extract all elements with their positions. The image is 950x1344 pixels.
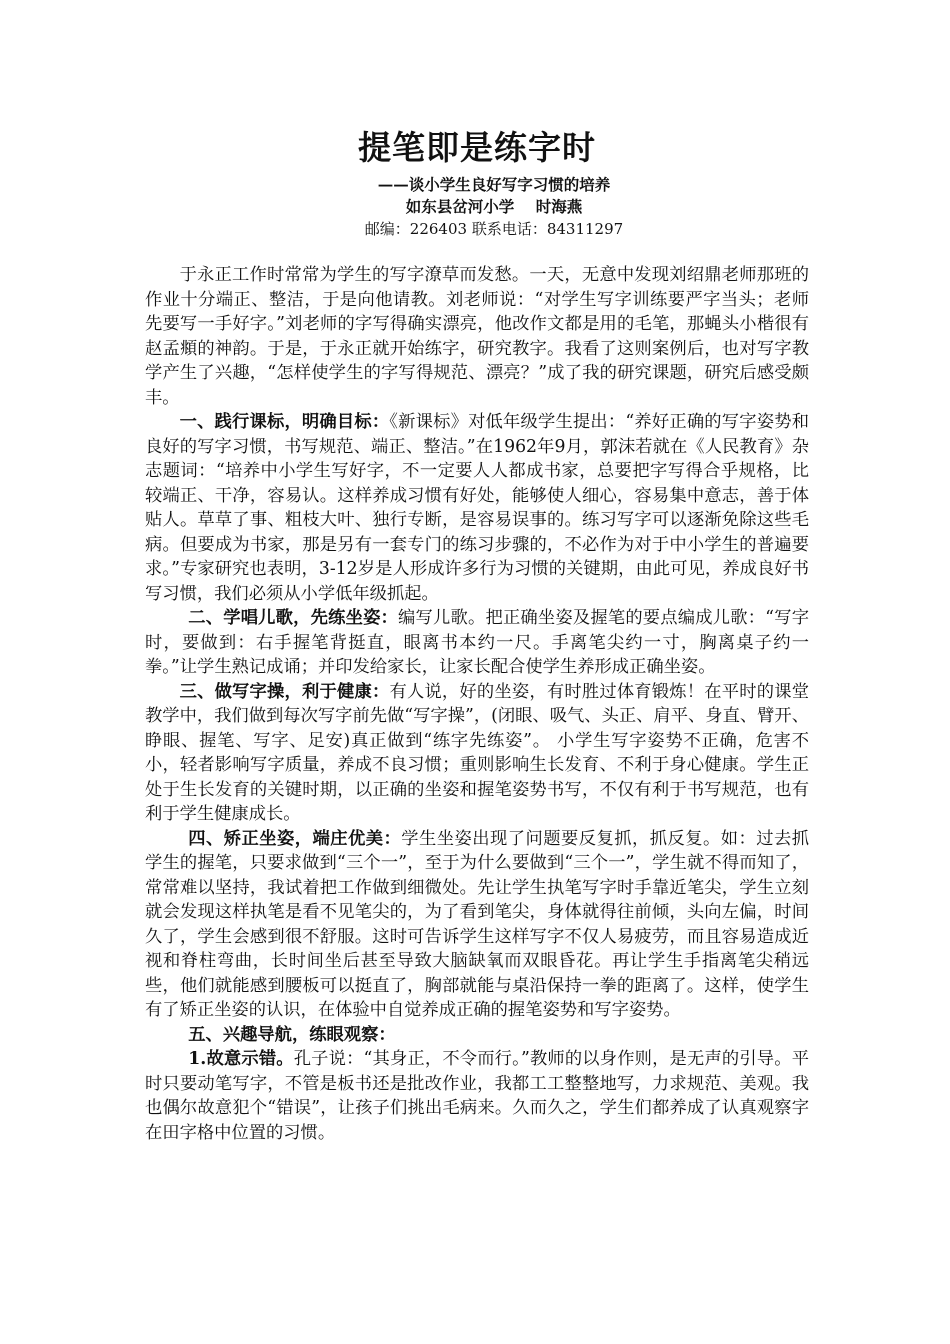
section-4-text: 学生坐姿出现了问题要反复抓，抓反复。如：过去抓学生的握笔，只要求做到“三个一”，至于为什么要做到“三个一”，学生就不得而知了，常常难以坚持，我试着把工作做到细微处。先让学生执笔写字时手靠近笔尖，学生立刻就会发现这样执笔是看不见笔尖的，为了看到笔尖，身体就得往前倾，头向左偏，时间久了，学生会感到很不舒服。这时可告诉学生这样写字不仅人易疲劳，而且容易造成近视和脊柱弯曲，长时间坐后甚至导致大脑缺氧而双眼昏花。再让学生手指离笔尖稍远些，他们就能感到腰板可以挺直了，胸部就能与桌沿保持一拳的距离了。这样，使学生有了矫正坐姿的认识，在体验中自觉养成正确的握笔姿势和写字姿势。: [145, 828, 809, 1020]
section-2-text: 编写儿歌。把正确坐姿及握笔的要点编成儿歌：“写字时，要做到：右手握笔背挺直，眼离书本约一尺。手离笔尖约一寸，胸离桌子约一拳。”让学生熟记成诵；并印发给家长，让家长配合使学生养形成正确坐姿。: [145, 608, 809, 677]
section-3-paragraph: [145, 680, 809, 827]
section-4-paragraph: [145, 827, 809, 1023]
section-5-paragraph: [145, 1023, 809, 1048]
intro-paragraph: 于永正工作时常常为学生的写字潦草而发愁。一天，无意中发现刘绍鼎老师那班的作业十分端正、整洁，于是向他请教。刘老师说：“对学生写字训练要严字当头；老师先要写一手好字。”刘老师的字写得确实漂亮，他改作文都是用的毛笔，那蝇头小楷很有赵孟頫的神韵。于是，于永正就开始练字，研究教字。我看了这则案例后，也对写字教学产生了兴趣，“怎样使学生的字写得规范、漂亮？”成了我的研究课题，研究后感受颇丰。: [145, 265, 809, 408]
author-line: 如东县岔河小学 时海燕: [405, 197, 583, 216]
section-2-heading: 二、学唱儿歌，先练坐姿：: [188, 608, 399, 628]
section-5-heading: 五、兴趣导航，练眼观察：: [188, 1024, 396, 1045]
subsection-1-text: 孔子说：“其身正，不令而行。”教师的以身作则，是无声的引导。平时只要动笔写字，不管是板书还是批改作业，我都工工整整地写，力求规范、美观。我也偶尔故意犯个“错误”，让孩子们挑出毛病来。久而久之，学生们都养成了认真观察字在田字格中位置的习惯。: [145, 1049, 809, 1143]
section-3-heading: 三、做写字操，利于健康：: [179, 681, 390, 702]
subsection-1-heading: 1.故意示错。: [188, 1049, 294, 1069]
section-2-paragraph: [145, 606, 809, 680]
contact-line: 邮编：226403 联系电话：84311297: [364, 220, 624, 238]
section-1-text: 《新课标》对低年级学生提出：“养好正确的写字姿势和良好的写字习惯，书写规范、端正、整洁。”在1962年9月，郭沫若就在《人民教育》杂志题词：“培养中小学生写好字，不一定要人人都成书家，总要把字写得合乎规格，比较端正、干净，容易认。这样养成习惯有好处，能够使人细心，容易集中意志，善于体贴人。草草了事、粗枝大叶、独行专断，是容易误事的。练习写字可以逐渐免除这些毛病。但要成为书家，那是另有一套专门的练习步骤的，不必作为对于中小学生的普遍要求。”专家研究也表明，3-12岁是人形成许多行为习惯的关键期，由此可见，养成良好书写习惯，我们必须从小学低年级抓起。: [145, 412, 809, 604]
section-1-paragraph: [145, 410, 809, 606]
document-title: 提笔即是练字时: [358, 128, 596, 167]
document-subtitle: ——谈小学生良好写字习惯的培养: [377, 175, 611, 194]
section-3-text: 有人说，好的坐姿，有时胜过体育锻炼！在平时的课堂教学中，我们做到每次写字前先做“写字操”，(闭眼、吸气、头正、肩平、身直、臂开、睁眼、握笔、写字、足安)真正做到“练字先练姿”。 小学生写字姿势不正确，危害不小，轻者影响写字质量，养成不良习惯；重则影响生长发育、不利于身心健康。学生正处于生长发育的关键时期，以正确的坐姿和握笔姿势书写，不仅有利于书写规范，也有利于学生健康成长。: [145, 681, 809, 824]
section-1-heading: 一、践行课标，明确目标：: [179, 412, 390, 432]
subsection-1-paragraph: [145, 1047, 809, 1145]
section-4-heading: 四、矫正坐姿，端庄优美：: [188, 828, 402, 849]
document-page: [145, 120, 809, 1145]
